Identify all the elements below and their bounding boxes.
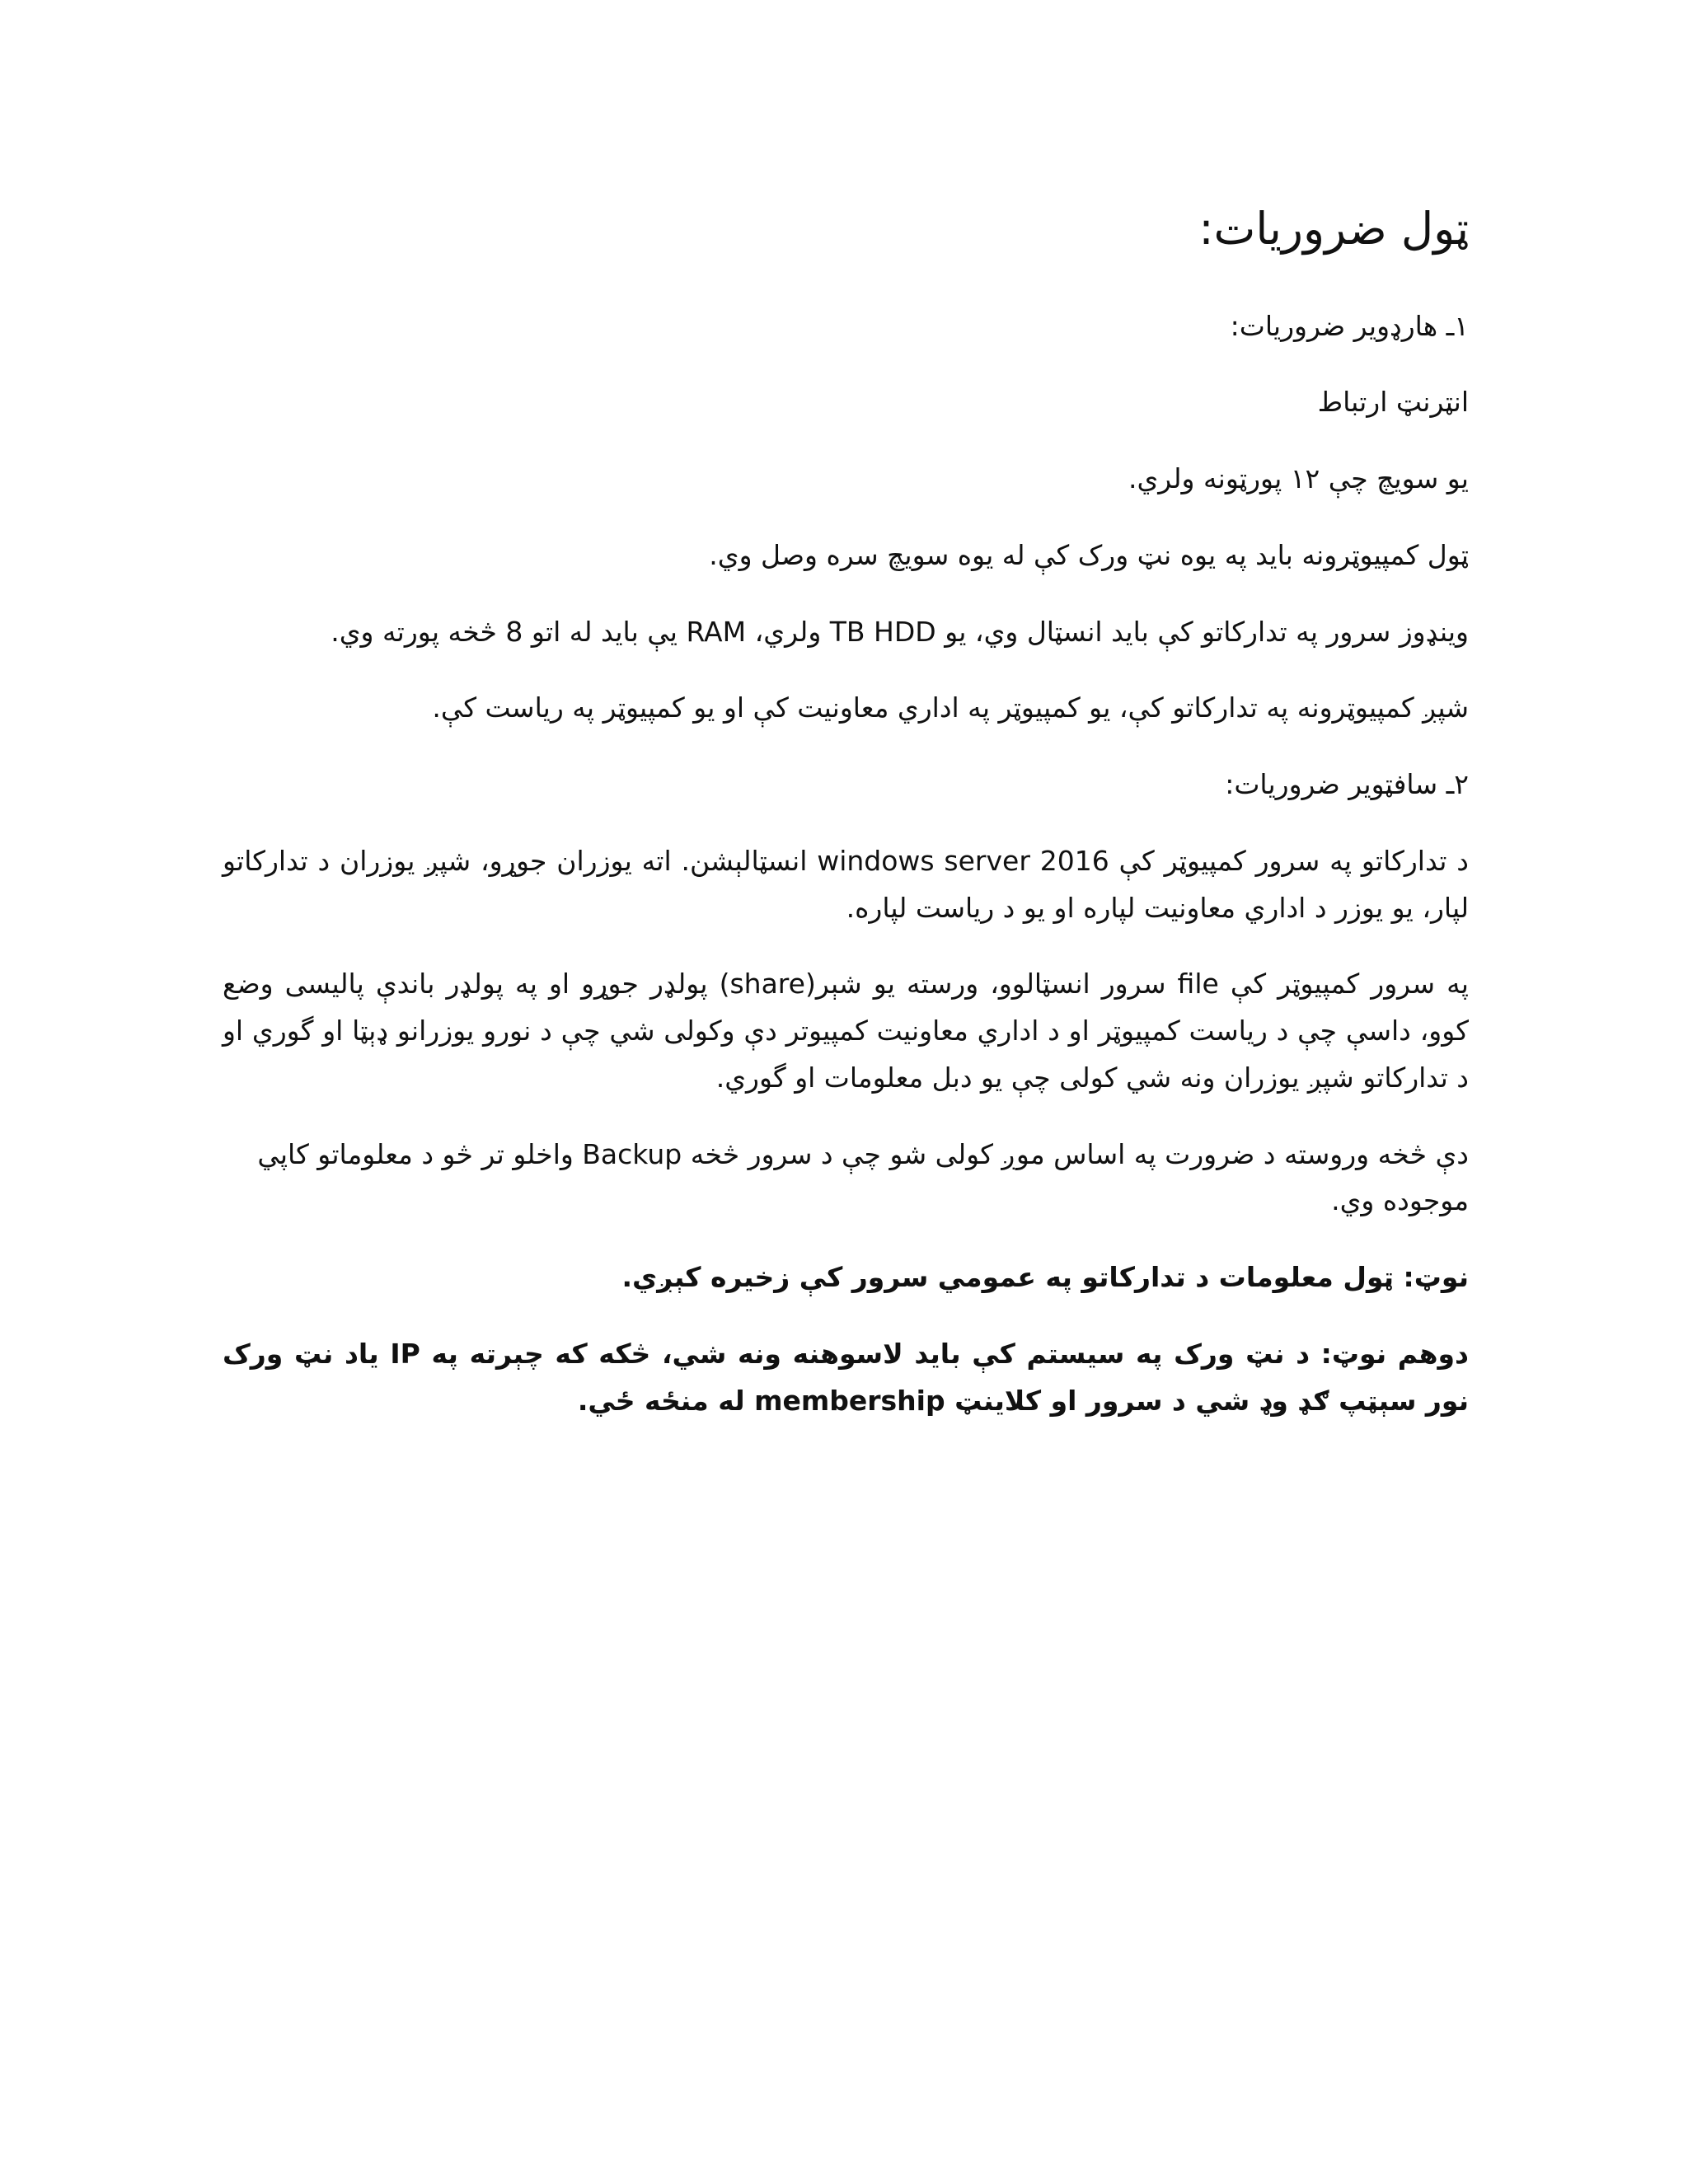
network-item: ټول کمپيوټرونه بايد په يوه نټ ورک کې له يوه سويچ سره وصل وي.: [709, 538, 1469, 571]
file-server-paragraph: په سرور کمپيوټر کې file سرور انسټالوو، ورسته يو شېر(share) پولډر جوړو او په پولډر باندې پاليسی وضع کوو، داسې چې د رياست کمپيوټر او د اداري معاونيت کمپيوتر دې وکولی شي چې د نورو يوزرانو ډېټا او گوري او د تدارکاتو شپږ يوزران ونه شي کولی چې يو دبل معلومات او گوري.: [223, 968, 1469, 1094]
windows-server-item: وينډوز سرور په تدارکاتو کې بايد انسټال وي، يو TB HDD ولري، RAM يې بايد له اتو 8 څخه پورته وي.: [331, 615, 1469, 648]
document-body: [223, 198, 1469, 1454]
internet-connection-item: انټرنټ ارتباط: [1317, 386, 1469, 419]
hardware-requirements-heading: ١ـ هارډوير ضروريات:: [1230, 309, 1469, 342]
backup-paragraph: دې څخه وروسته د ضرورت په اساس موږ کولی شو چې د سرور څخه Backup واخلو تر څو د معلوماتو کاپي موجوده وي.: [257, 1137, 1469, 1217]
document-title: ټول ضروريات:: [1198, 203, 1469, 255]
switch-item: يو سويچ چې ١٢ پورټونه ولري.: [1128, 462, 1469, 495]
server-installation-paragraph: د تدارکاتو په سرور کمپيوټر کې windows server 2016 انسټالېشن. اته يوزران جوړو، شپږ يوزران د تدارکاتو لپار، يو يوزر د اداري معاونيت لپاره او يو د رياست لپاره.: [223, 844, 1469, 924]
note-paragraph: نوټ: ټول معلومات د تدارکاتو په عمومي سرور کې زخيره کېږي.: [621, 1261, 1469, 1294]
second-note-paragraph: دوهم نوټ: د نټ ورک په سيستم کې بايد لاسوهنه ونه شي، څکه که چېرته په IP ياد نټ ورک نور سېټپ ګډ وډ شي د سرور او کلاينټ membership له منځه ځي.: [223, 1337, 1469, 1417]
software-requirements-heading: ٢ـ سافټوير ضروريات:: [1225, 768, 1469, 801]
computers-item: شپږ کمپيوټرونه په تدارکاتو کې، يو کمپيوټر په اداري معاونيت کې او يو کمپيوټر په رياست کې.: [432, 691, 1469, 724]
